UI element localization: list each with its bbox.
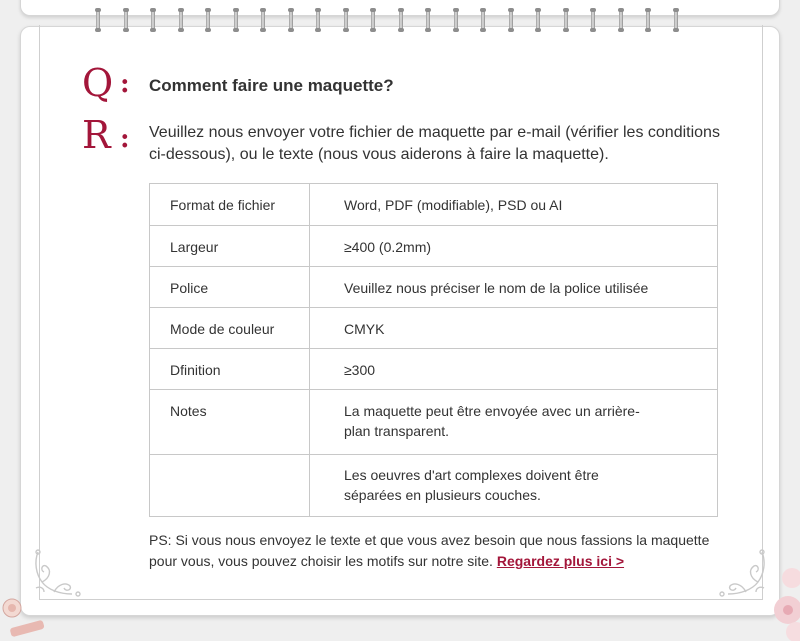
table-row <box>150 390 718 455</box>
decor-flower-right-icon <box>760 560 800 641</box>
ring-icon <box>536 8 540 32</box>
row-value: ≥300 <box>344 362 376 378</box>
ring-icon <box>316 8 320 32</box>
ring-icon <box>344 8 348 32</box>
row-value: La maquette peut être envoyée avec un arrière-plan transparent. <box>344 403 640 439</box>
q-colon: : <box>120 69 130 99</box>
ring-icon <box>646 8 650 32</box>
row-label: Mode de couleur <box>170 321 275 337</box>
answer-text: Veuillez nous envoyer votre fichier de maquette par e-mail (vérifier les conditions ci-dessous), ou le texte (nous vous aiderons à faire la maquette). <box>149 124 720 163</box>
row-value: ≥400 (0.2mm) <box>344 239 432 255</box>
row-value: Veuillez nous préciser le nom de la police utilisée <box>344 280 649 296</box>
ring-icon <box>261 8 265 32</box>
corner-ornament-left-icon <box>32 548 88 600</box>
table-row <box>150 184 718 226</box>
ring-icon <box>371 8 375 32</box>
table-row <box>150 455 718 517</box>
ps-text: PS: Si vous nous envoyez le texte et que vous avez besoin que nous fassions la maquette pour vous, vous pouvez choisir les motifs sur notre site. <box>149 532 710 569</box>
ring-icon <box>426 8 430 32</box>
ring-icon <box>674 8 678 32</box>
table-row <box>150 267 718 308</box>
row-label: Police <box>170 280 209 296</box>
row-label: Dfinition <box>170 362 221 378</box>
question-text: Comment faire une maquette? <box>149 76 394 95</box>
r-colon: : <box>120 124 130 154</box>
ring-icon <box>151 8 155 32</box>
q-letter: Q <box>82 61 114 105</box>
ring-icon <box>206 8 210 32</box>
row-value: CMYK <box>344 321 385 337</box>
row-label <box>170 455 309 465</box>
ring-icon <box>289 8 293 32</box>
ring-icon <box>179 8 183 32</box>
ring-icon <box>454 8 458 32</box>
ps-note <box>149 530 724 572</box>
table-row <box>150 226 718 267</box>
ring-icon <box>619 8 623 32</box>
table-row <box>150 349 718 390</box>
ring-icon <box>481 8 485 32</box>
row-label: Format de fichier <box>170 197 276 213</box>
decor-cosmetic-left-icon <box>0 598 50 641</box>
row-label: Notes <box>170 403 207 419</box>
spiral-binding <box>96 8 686 34</box>
ring-icon <box>399 8 403 32</box>
ring-icon <box>124 8 128 32</box>
ring-icon <box>564 8 568 32</box>
spec-table <box>149 183 718 517</box>
see-more-link[interactable]: Regardez plus ici > <box>496 553 625 569</box>
ring-icon <box>96 8 100 32</box>
row-value: Word, PDF (modifiable), PSD ou AI <box>344 197 563 213</box>
r-letter: R <box>82 113 111 157</box>
table-row <box>150 308 718 349</box>
row-value: Les oeuvres d'art complexes doivent être séparées en plusieurs couches. <box>344 467 599 503</box>
ring-icon <box>591 8 595 32</box>
ring-icon <box>509 8 513 32</box>
ring-icon <box>234 8 238 32</box>
row-label: Largeur <box>170 239 219 255</box>
